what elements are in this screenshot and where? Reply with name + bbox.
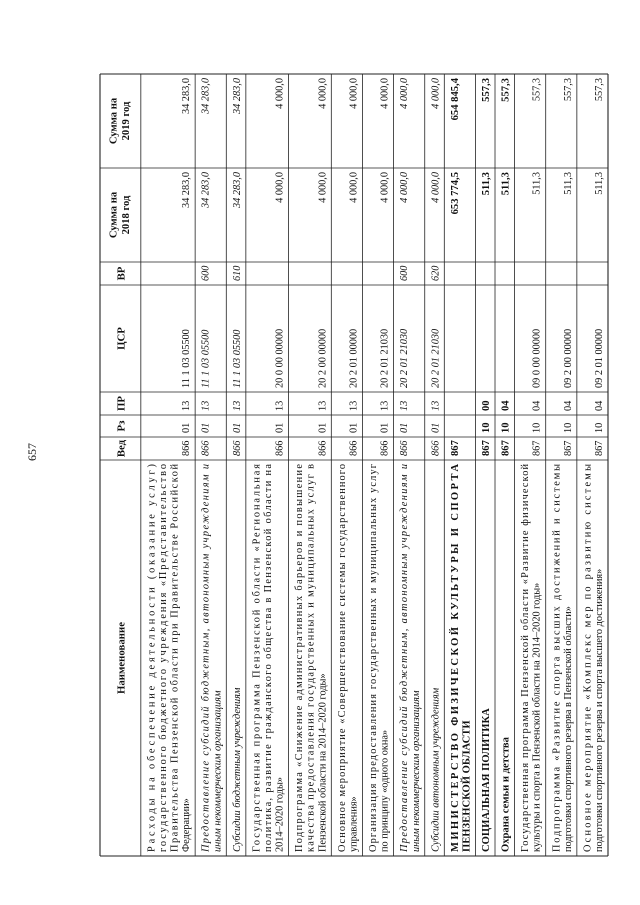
cell-sum2018: 34 283,0	[231, 172, 243, 209]
cell-name: Организация предоставления государственных и муниципальных услуг	[368, 463, 380, 852]
cell-name: Субсидии бюджетным учреждениям	[231, 687, 243, 852]
cell-ved: 867	[449, 440, 461, 456]
cell-sum2019: 34 283,0	[181, 78, 193, 115]
cell-name: Предоставление субсидий бюджетным, автономным учреждениям и	[200, 464, 212, 852]
cell-csr: 09 0 00 00000	[531, 328, 543, 388]
cell-sum2018: 511,3	[562, 172, 574, 195]
cell-rz: 10	[531, 422, 543, 433]
cell-csr: 20 2 01 00000	[348, 328, 360, 388]
cell-rz: 01	[274, 422, 286, 433]
header-ved: Вед	[115, 439, 128, 458]
cell-ved: 866	[348, 440, 360, 456]
cell-name: Расходы на обеспечение деятельности (оказание услуг)	[146, 463, 158, 852]
cell-ved: 866	[399, 440, 411, 456]
cell-ved: 866	[231, 440, 243, 456]
cell-name: Основное мероприятие «Комплекс мер по развитию системы	[582, 464, 594, 852]
header-name: Наименование	[115, 622, 128, 694]
cell-name: по принципу «одного окна»	[379, 729, 391, 852]
page-number: 657	[25, 443, 39, 461]
header-csr: ЦСР	[115, 327, 128, 350]
cell-sum2019: 34 283,0	[200, 78, 212, 115]
cell-sum2018: 4 000,0	[348, 172, 360, 203]
cell-name: Предоставление субсидий бюджетным, автономным учреждениям и	[399, 463, 411, 852]
cell-sum2019: 4 000,0	[274, 78, 286, 109]
cell-csr: 20 0 00 00000	[274, 328, 286, 388]
cell-sum2019: 4 000,0	[430, 78, 442, 109]
cell-pr: 13	[430, 400, 442, 411]
cell-csr: 20 2 01 21030	[379, 328, 391, 388]
cell-rz: 01	[200, 422, 212, 433]
cell-rz: 01	[348, 422, 360, 433]
cell-name: Основное мероприятие «Совершенствование системы государственного	[336, 464, 348, 852]
cell-name: иным некоммерческим организациям	[212, 690, 224, 852]
cell-name: управления»	[348, 796, 360, 852]
cell-pr: 04	[500, 400, 512, 411]
header-sum2019: 2019 год	[120, 101, 132, 141]
cell-name: культуры и спорта в Пензенской области на 2014–2020 годы»	[531, 582, 543, 852]
header-vr: ВР	[115, 266, 128, 281]
cell-rz: 10	[500, 422, 512, 433]
cell-sum2019: 557,3	[562, 78, 574, 102]
cell-name: иным некоммерческим организациям	[410, 690, 422, 852]
cell-sum2018: 4 000,0	[317, 172, 329, 203]
cell-pr: 13	[317, 400, 329, 411]
cell-vr: 610	[231, 265, 243, 281]
cell-name: Подпрограмма «Развитие спорта высших достижений и системы	[551, 464, 563, 852]
header-sum2018: 2018 год	[120, 195, 132, 235]
cell-name: Государственная программа Пензенской области «Региональная	[251, 464, 263, 852]
cell-sum2018: 34 283,0	[181, 172, 193, 209]
cell-rz: 01	[231, 422, 243, 433]
cell-name: Правительства Пензенской области при Правительстве Российской	[169, 464, 181, 852]
cell-pr: 04	[562, 400, 574, 411]
cell-vr: 600	[399, 265, 411, 281]
cell-ved: 867	[500, 440, 512, 456]
cell-ved: 866	[317, 440, 329, 456]
cell-ved: 866	[274, 440, 286, 456]
cell-name: государственного бюджетного учреждения «Представительство	[158, 464, 170, 852]
cell-name: СОЦИАЛЬНАЯ ПОЛИТИКА	[481, 708, 493, 852]
cell-name: Государственная программа Пензенской области «Развитие физической	[520, 464, 532, 852]
header-sum2018: Сумма на	[108, 191, 120, 239]
cell-sum2019: 557,3	[531, 78, 543, 102]
cell-csr: 09 2 00 00000	[562, 328, 574, 388]
cell-sum2018: 4 000,0	[399, 172, 411, 203]
cell-pr: 04	[531, 400, 543, 411]
cell-name: политика, развитие гражданского общества в Пензенской области на	[263, 464, 275, 852]
cell-sum2018: 4 000,0	[274, 172, 286, 203]
cell-pr: 04	[594, 400, 606, 411]
cell-ved: 866	[379, 440, 391, 456]
cell-sum2018: 511,3	[500, 171, 512, 196]
cell-csr: 20 2 00 00000	[317, 328, 329, 388]
cell-pr: 13	[399, 400, 411, 411]
cell-sum2019: 4 000,0	[399, 78, 411, 109]
cell-csr: 09 2 01 00000	[594, 328, 606, 388]
cell-sum2018: 511,3	[594, 172, 606, 195]
header-rz: Рз	[115, 420, 128, 432]
cell-name: подготовки спортивного резерва и спорта высшего достижения»	[594, 568, 606, 852]
header-sum2019: Сумма на	[108, 97, 120, 145]
cell-name: Федерации»	[181, 798, 193, 852]
cell-ved: 867	[562, 440, 574, 456]
cell-sum2019: 557,3	[594, 78, 606, 102]
cell-sum2019: 4 000,0	[317, 78, 329, 109]
cell-csr: 11 1 03 05500	[200, 329, 212, 388]
cell-ved: 866	[430, 440, 442, 456]
cell-ved: 867	[481, 440, 493, 456]
cell-pr: 13	[379, 400, 391, 411]
cell-sum2018: 653 774,5	[449, 172, 461, 215]
cell-pr: 13	[200, 400, 212, 411]
cell-rz: 01	[181, 422, 193, 433]
cell-pr: 13	[181, 400, 193, 411]
cell-csr: 11 1 03 05500	[231, 329, 243, 388]
cell-pr: 13	[231, 400, 243, 411]
cell-name: МИНИСТЕРСТВО ФИЗИЧЕСКОЙ КУЛЬТУРЫ И СПОРТА	[449, 464, 461, 852]
cell-sum2018: 511,3	[531, 172, 543, 195]
cell-rz: 01	[317, 422, 329, 433]
cell-rz: 01	[399, 422, 411, 433]
cell-name: ПЕНЗЕНСКОЙ ОБЛАСТИ	[461, 720, 473, 852]
cell-rz: 10	[594, 422, 606, 433]
cell-vr: 620	[430, 265, 442, 281]
cell-csr: 20 2 01 21030	[399, 328, 411, 388]
cell-sum2019: 4 000,0	[379, 78, 391, 109]
cell-rz: 10	[562, 422, 574, 433]
cell-name: Подпрограмма «Снижение административных барьеров и повышение	[294, 464, 306, 852]
cell-pr: 13	[274, 400, 286, 411]
cell-csr: 20 2 01 21030	[430, 328, 442, 388]
cell-ved: 867	[531, 440, 543, 456]
cell-name: 2014–2020 годы»	[274, 776, 286, 852]
cell-sum2019: 557,3	[481, 78, 493, 102]
cell-vr: 600	[200, 265, 212, 281]
cell-sum2019: 4 000,0	[348, 78, 360, 109]
cell-name: Субсидии автономным учреждениям	[430, 687, 442, 852]
cell-pr: 00	[481, 400, 493, 411]
cell-pr: 13	[348, 400, 360, 411]
cell-sum2019: 34 283,0	[231, 78, 243, 115]
cell-name: Пензенской области на 2014–2020 годы»	[317, 673, 329, 852]
cell-sum2019: 654 845,4	[449, 78, 461, 121]
cell-ved: 867	[594, 440, 606, 456]
cell-name: качества предоставления государственных и муниципальных услуг в	[305, 464, 317, 852]
cell-sum2018: 34 283,0	[200, 172, 212, 209]
cell-name: подготовки спортивного резерва в Пензенской области»	[562, 606, 574, 852]
cell-ved: 866	[181, 440, 193, 456]
cell-sum2018: 511,3	[481, 172, 493, 196]
cell-csr: 11 1 03 05500	[181, 329, 193, 388]
cell-sum2018: 4 000,0	[430, 172, 442, 203]
cell-sum2019: 557,3	[500, 77, 512, 102]
cell-rz: 01	[430, 422, 442, 433]
cell-rz: 10	[481, 422, 493, 433]
cell-name: Охрана семьи и детства	[500, 737, 512, 852]
cell-rz: 01	[379, 422, 391, 433]
cell-ved: 866	[200, 440, 212, 456]
header-pr: ПР	[115, 396, 128, 411]
cell-sum2018: 4 000,0	[379, 172, 391, 203]
